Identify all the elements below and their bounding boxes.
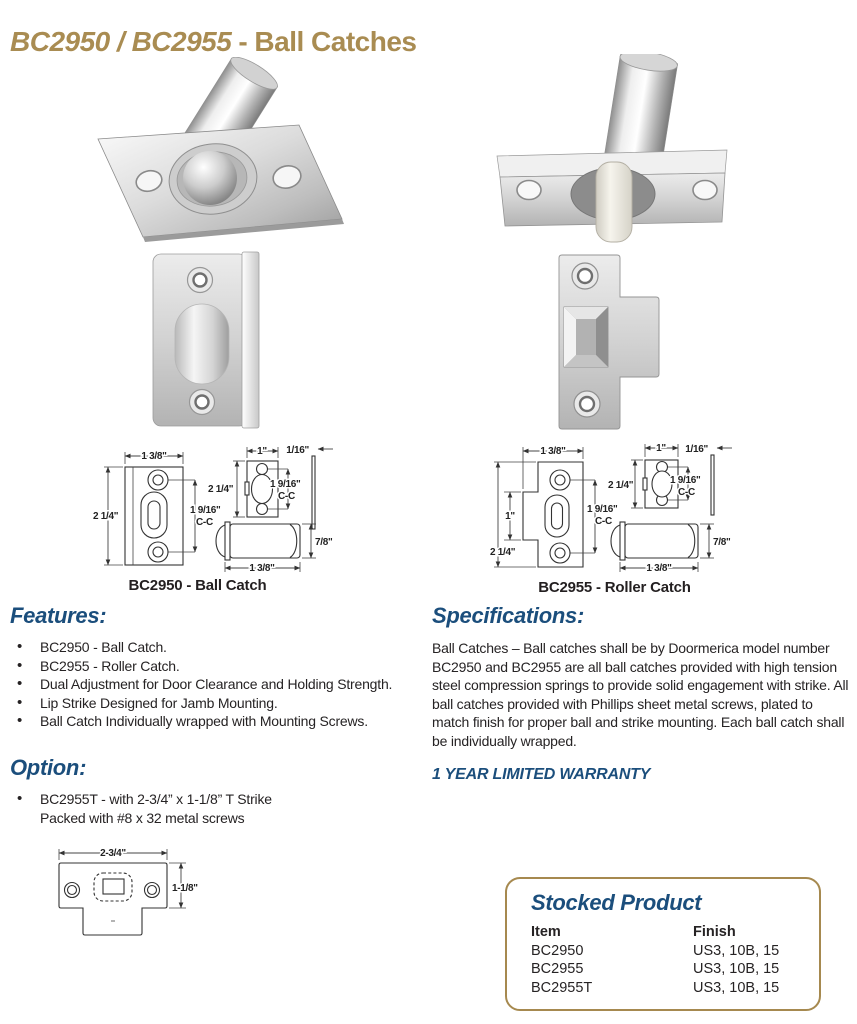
title-product-name: - Ball Catches [238,25,417,57]
dim-label: 2 1/4" [490,547,516,558]
screw-hole-left [517,181,541,200]
stocked-product-box [505,877,821,1011]
dim-label: C-C [678,487,695,498]
dim-label: 2 1/4" [208,484,234,495]
item-cell: BC2950 [531,942,584,959]
feature-item [10,712,430,731]
dim-label: 1 9/16" [670,475,701,486]
dim-label: 1/16" [685,444,708,455]
roller-catch-photo [477,54,745,246]
screw-hole-top-inner [578,269,592,283]
dim-label: C-C [196,517,213,528]
dim-label: 1 9/16" [270,479,301,490]
dim-label: 1-1/8" [172,883,198,894]
column-header-item: Item [531,924,561,940]
table-header-row [531,923,819,942]
screw-hole-right [693,181,717,200]
screw-hole-top-inner [194,274,207,287]
dim-label: 1 9/16" [190,505,221,516]
feature-item [10,657,430,676]
dim-label: 1 9/16" [587,504,618,515]
dim-label: 2-3/4" [100,848,126,859]
stocked-product-table [531,923,819,997]
nylon-roller [596,162,632,242]
feature-item-text: Ball Catch Individually wrapped with Mounting Screws. [40,713,368,730]
dim-label: 1 3/8" [540,446,566,457]
finish-cell: US3, 10B, 15 [693,942,780,959]
dim-label: 1" [257,446,267,457]
feature-item [10,694,430,713]
dim-label: 1 3/8" [646,563,672,574]
option-heading: Option: [10,755,87,780]
dim-label: 1" [505,511,515,522]
strike-lip [242,252,259,428]
finish-cell: US3, 10B, 15 [693,979,780,996]
dim-label: C-C [278,491,295,502]
dim-label: 7/8" [713,537,731,548]
item-cell: BC2955 [531,961,584,978]
dim-label: C-C [595,516,612,527]
barrel-view [611,522,731,574]
table-row [531,979,819,998]
features-list [10,638,430,731]
bc2955-caption: BC2955 - Roller Catch [538,579,691,596]
feature-item-text: BC2950 - Ball Catch. [40,639,167,655]
option-t-strike-drawing [46,843,226,961]
features-section [10,603,430,731]
feature-item-text: Dual Adjustment for Door Clearance and Holding Strength. [40,676,393,693]
dim-label: 2 1/4" [93,511,119,522]
column-header-finish: Finish [693,924,736,940]
barrel-view [216,522,333,574]
dim-label: 1 3/8" [141,451,167,462]
item-cell: BC2955T [531,979,593,996]
page-title [10,26,416,58]
features-heading: Features: [10,603,107,628]
option-section [10,755,430,827]
stocked-product-heading: Stocked Product [531,890,702,915]
dim-label: 2 1/4" [608,480,634,491]
ball-strike-photo [148,247,264,433]
bc2950-dimension-drawing [90,436,338,578]
t-strike-photo [541,247,687,433]
recessed-strike-pocket [564,307,608,367]
option-item-line1: • BC2955T - with 2-3/4” x 1-1/8” T Strike [10,790,430,809]
warranty-text: 1 YEAR LIMITED WARRANTY [432,766,651,783]
ball-catch-photo [86,57,358,247]
option-item-line2: Packed with #8 x 32 metal screws [40,809,245,826]
table-row [531,942,819,961]
feature-item [10,638,430,657]
dim-label: 7/8" [315,537,333,548]
feature-item-text: Lip Strike Designed for Jamb Mounting. [40,694,278,711]
feature-item [10,675,430,694]
ball [183,151,237,205]
specifications-heading: Specifications: [432,603,584,628]
t-strike-view [490,446,618,567]
dimple-bump [175,304,229,384]
table-row [531,960,819,979]
bc2955-dimension-drawing [488,433,738,578]
title-model-numbers: BC2950 / BC2955 [10,25,232,57]
feature-item-text: BC2955 - Roller Catch. [40,657,180,674]
screw-hole-bottom-inner [580,397,594,411]
roller-catch-barrel [604,54,679,166]
strike-view [208,446,301,517]
specifications-section [432,603,854,750]
bc2950-caption: BC2950 - Ball Catch [128,577,267,594]
faceplate-view [93,451,221,565]
specifications-body: Ball Catches – Ball catches shall be by Doormerica model number BC2950 and BC2955 are all ball catches provided with high tension steel compression springs to provide solid engagement with strike. All ball catches provided with Phillips sheet metal screws, plated to match finish for proper ball and strike mounting. Each ball catch shall be individually wrapped. [432,640,849,749]
dim-label: 1 3/8" [249,563,275,574]
screw-hole-bottom-inner [196,396,209,409]
dim-label: 1/16" [286,445,309,456]
dim-label: 1" [656,443,666,454]
finish-cell: US3, 10B, 15 [693,961,780,978]
